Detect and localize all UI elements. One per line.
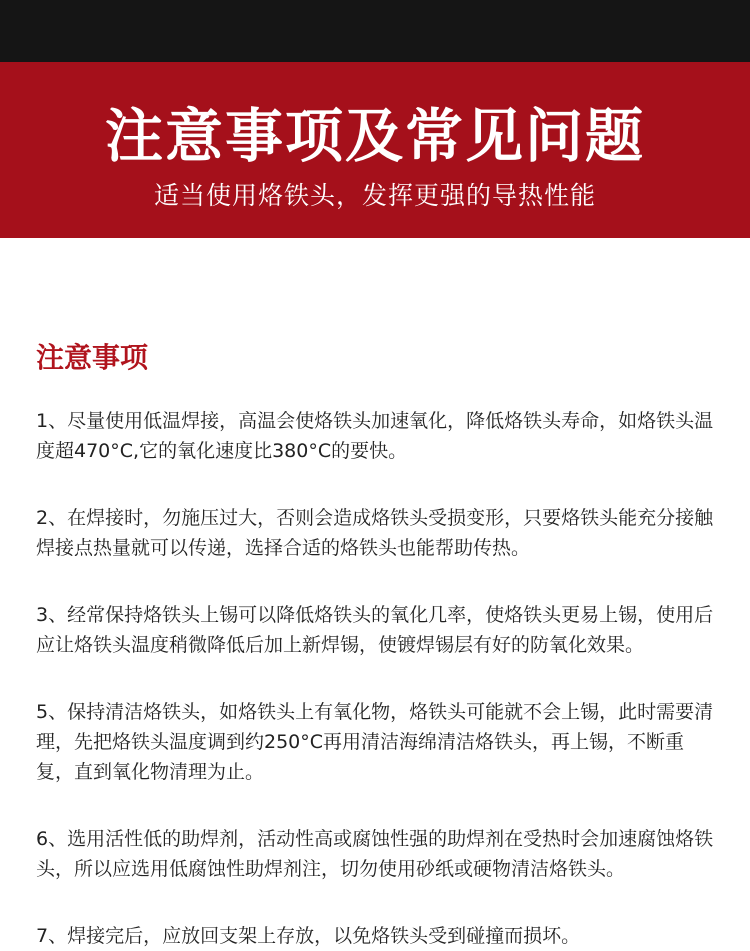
note-item-2: 2、在焊接时，勿施压过大，否则会造成烙铁头受损变形，只要烙铁头能充分接触焊接点热量就可以传递，选择合适的烙铁头也能帮助传热。: [36, 507, 714, 559]
note-item-3: 3、经常保持烙铁头上锡可以降低烙铁头的氧化几率，使烙铁头更易上锡，使用后应让烙铁头温度稍微降低后加上新焊锡，使镀焊锡层有好的防氧化效果。: [36, 604, 714, 656]
banner-title: 注意事项及常见问题: [104, 102, 645, 170]
banner-subtitle: 适当使用烙铁头，发挥更强的导热性能: [153, 181, 596, 210]
note-item-6: 6、选用活性低的助焊剂，活动性高或腐蚀性强的助焊剂在受热时会加速腐蚀烙铁头，所以应选用低腐蚀性助焊剂注，切勿使用砂纸或硬物清洁烙铁头。: [36, 828, 714, 880]
note-item-1: 1、尽量使用低温焊接，高温会使烙铁头加速氧化，降低烙铁头寿命，如烙铁头温度超470°C,它的氧化速度比380°C的要快。: [36, 410, 714, 462]
section-heading: 注意事项: [36, 341, 149, 374]
notes-section: [0, 238, 750, 951]
header-banner: [0, 62, 750, 238]
note-item-5: 5、保持清洁烙铁头，如烙铁头上有氧化物，烙铁头可能就不会上锡，此时需要清理，先把烙铁头温度调到约250°C再用清洁海绵清洁烙铁头，再上锡，不断重复，直到氧化物清理为止。: [36, 701, 714, 783]
top-bar: [0, 0, 750, 62]
note-item-7: 7、焊接完后，应放回支架上存放，以免烙铁头受到碰撞而损坏。: [36, 925, 581, 947]
